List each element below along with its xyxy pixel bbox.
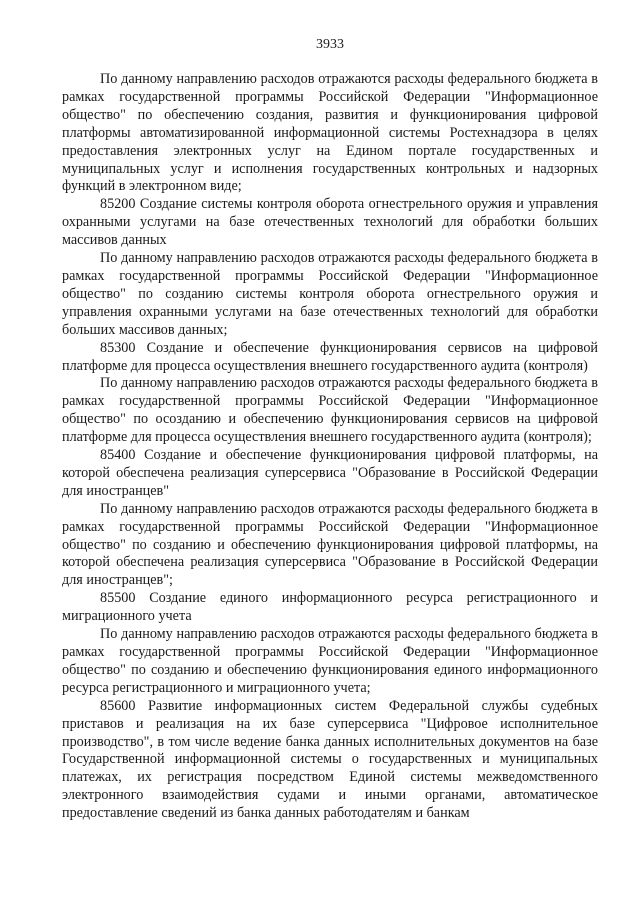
paragraph: 85200 Создание системы контроля оборота огнестрельного оружия и управления охранными услугами на базе отечественных технологий для обработки больших массивов данных (62, 196, 598, 249)
paragraph: По данному направлению расходов отражаются расходы федерального бюджета в рамках государственной программы Российской Федерации "Информационное общество" по созданию и обеспечению функционирования единого информационного ресурса регистрационного и миграционного учета; (62, 626, 598, 696)
paragraph: По данному направлению расходов отражаются расходы федерального бюджета в рамках государственной программы Российской Федерации "Информационное общество" по обеспечению создания, развития и функционирования цифровой платформы автоматизированной информационной системы Ростехнадзора в целях предоставления электронных услуг на Едином портале государственных и муниципальных услуг и исполнения государственных контрольных и надзорных функций в электронном виде; (62, 71, 598, 195)
paragraph: 85400 Создание и обеспечение функционирования цифровой платформы, на которой обеспечена реализация суперсервиса "Образование в Российской Федерации для иностранцев" (62, 447, 598, 499)
paragraph: 85500 Создание единого информационного ресурса регистрационного и миграционного учета (62, 590, 598, 625)
paragraph: По данному направлению расходов отражаются расходы федерального бюджета в рамках государственной программы Российской Федерации "Информационное общество" по созданию и обеспечению функционирования цифровой платформы, на которой обеспечена реализация суперсервиса "Образование в Российской Федерации для иностранцев"; (62, 500, 598, 589)
paragraph: 85600 Развитие информационных систем Федеральной службы судебных приставов и реализация на их базе суперсервиса "Цифровое исполнительное производство", в том числе ведение банка данных исполнительных документов на базе Государственной информационной системы о государственных и муниципальных платежах, их регистрация посредством Единой системы межведомственного электронного взаимодействия судами и иными органами, автоматическое предоставление сведений из банка данных работодателям и банкам (62, 697, 598, 822)
paragraph: 85300 Создание и обеспечение функционирования сервисов на цифровой платформе для процесса осуществления внешнего государственного аудита (контроля) (62, 339, 598, 374)
paragraph: По данному направлению расходов отражаются расходы федерального бюджета в рамках государственной программы Российской Федерации "Информационное общество" по созданию системы контроля оборота огнестрельного оружия и управления охранными услугами на базе отечественных технологий для обработки больших массивов данных; (62, 250, 598, 338)
page-number: 3933 (316, 37, 344, 52)
paragraph: По данному направлению расходов отражаются расходы федерального бюджета в рамках государственной программы Российской Федерации "Информационное общество" по осозданию и обеспечению функционирования сервисов на цифровой платформе для процесса осуществления внешнего государственного аудита (контроля); (62, 375, 598, 446)
